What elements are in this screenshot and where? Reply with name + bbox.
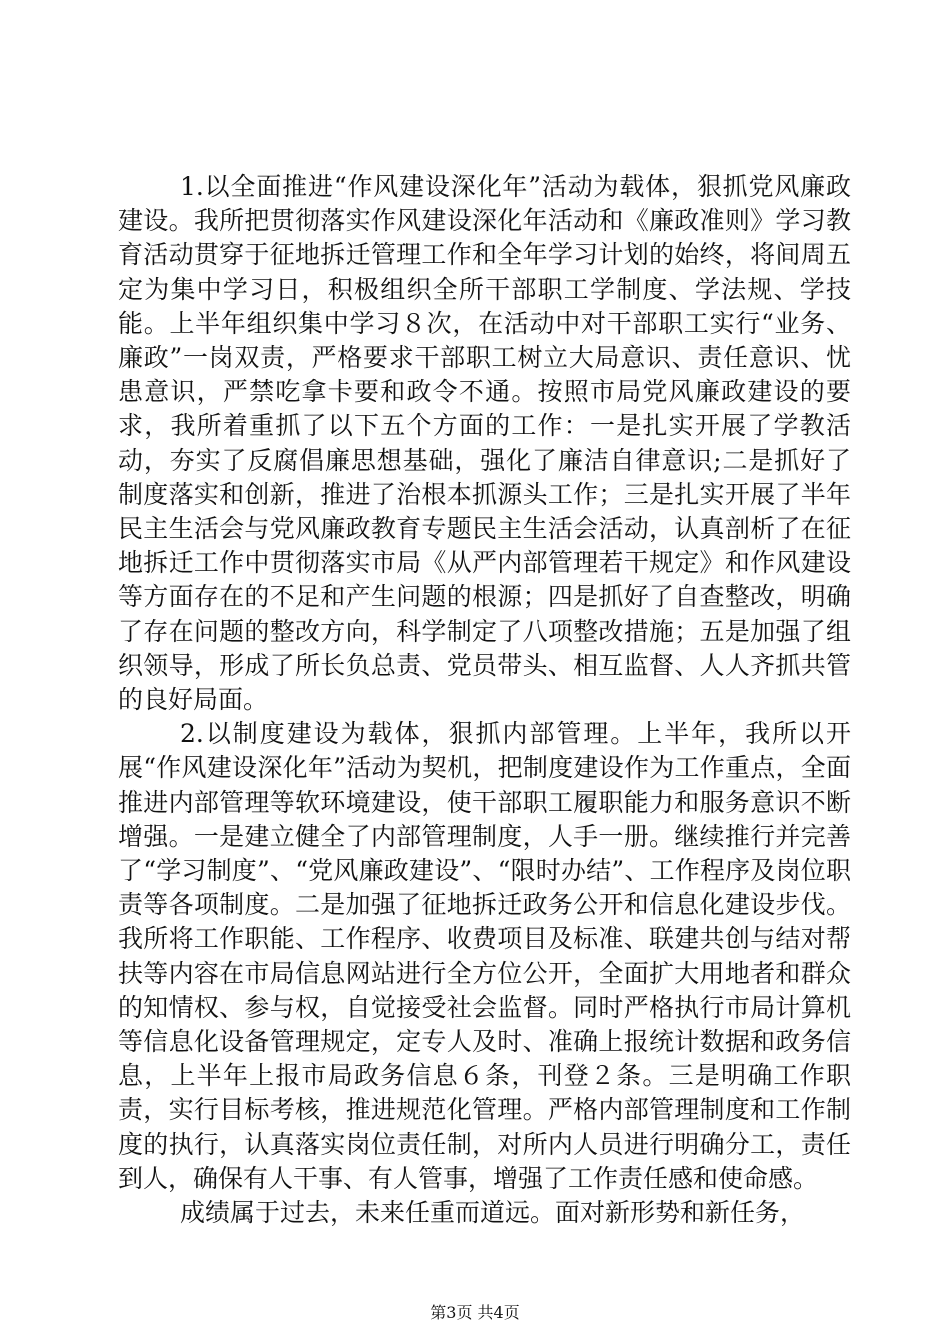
paragraph-1: 1.以全面推进“作风建设深化年”活动为载体，狠抓党风廉政建设。我所把贯彻落实作风建设深化年活动和《廉政准则》学习教育活动贯穿于征地拆迁管理工作和全年学习计划的始终，将间周五定为集中学习日，积极组织全所干部职工学制度、学法规、学技能。上半年组织集中学习８次，在活动中对干部职工实行“业务、廉政”一岗双责，严格要求干部职工树立大局意识、责任意识、忧患意识，严禁吃拿卡要和政令不通。按照市局党风廉政建设的要求，我所着重抓了以下五个方面的工作：一是扎实开展了学教活动，夯实了反腐倡廉思想基础，强化了廉洁自律意识;二是抓好了制度落实和创新，推进了治根本抓源头工作；三是扎实开展了半年民主生活会与党风廉政教育专题民主生活会活动，认真剖析了在征地拆迁工作中贯彻落实市局《从严内部管理若干规定》和作风建设等方面存在的不足和产生问题的根源；四是抓好了自查整改，明确了存在问题的整改方向，科学制定了八项整改措施；五是加强了组织领导，形成了所长负总责、党员带头、相互监督、人人齐抓共管的良好局面。 xyxy=(118,172,851,715)
document-body xyxy=(118,170,851,1230)
page-footer: 第3页 共4页 xyxy=(430,1303,520,1322)
paragraph-2: 2.以制度建设为载体，狠抓内部管理。上半年，我所以开展“作风建设深化年”活动为契机，把制度建设作为工作重点，全面推进内部管理等软环境建设，使干部职工履职能力和服务意识不断增强。一是建立健全了内部管理制度，人手一册。继续推行并完善了“学习制度”、“党风廉政建设”、“限时办结”、工作程序及岗位职责等各项制度。二是加强了征地拆迁政务公开和信息化建设步伐。我所将工作职能、工作程序、收费项目及标准、联建共创与结对帮扶等内容在市局信息网站进行全方位公开，全面扩大用地者和群众的知情权、参与权，自觉接受社会监督。同时严格执行市局计算机等信息化设备管理规定，定专人及时、准确上报统计数据和政务信息，上半年上报市局政务信息６条，刊登２条。三是明确工作职责，实行目标考核，推进规范化管理。严格内部管理制度和工作制度的执行，认真落实岗位责任制，对所内人员进行明确分工，责任到人，确保有人干事、有人管事，增强了工作责任感和使命感。 xyxy=(118,719,851,1193)
paragraph-3: 成绩属于过去，未来任重而道远。面对新形势和新任务， xyxy=(180,1198,806,1228)
